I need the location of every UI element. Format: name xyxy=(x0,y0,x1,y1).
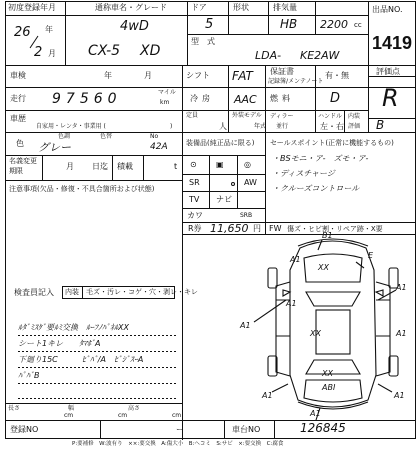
shape-value: HB xyxy=(280,17,298,31)
fuel-value: D xyxy=(330,91,341,106)
cc-unit: cc xyxy=(354,21,362,29)
fw-label: FW xyxy=(269,224,282,233)
model-type-label: 型 式 xyxy=(191,37,215,46)
rating-value: R xyxy=(382,84,399,112)
inspector-line: ﾊﾟﾊﾞB xyxy=(18,371,40,380)
lot-number-label: 出品NO. xyxy=(372,5,403,14)
displacement-value: 2200 xyxy=(320,18,348,31)
selling-point-item: ・BSモニ・ア- ズモ・ア- xyxy=(272,154,369,163)
damage-mark: A1 xyxy=(290,255,301,264)
equipment-title: 装備品(純正品に限る) xyxy=(186,139,255,147)
warranty-label: 保証書 xyxy=(270,67,294,76)
color-tone-label: 色調 xyxy=(58,133,71,140)
equip-pw-icon: ▣ xyxy=(216,160,224,169)
car-name-value: CX-5 xyxy=(88,43,121,59)
usage-history-label: 車歴 xyxy=(10,114,26,123)
damage-mark: A1 xyxy=(396,329,407,338)
year-unit: 年 xyxy=(45,25,53,34)
recycle-label: R券 xyxy=(188,224,202,233)
inspector-line: シート1キレ ﾀﾏﾎﾞA xyxy=(18,339,101,348)
width-label: 幅 xyxy=(68,405,75,412)
month-unit: 月 xyxy=(48,49,56,58)
selling-points-title: セールスポイント(正常に機能するもの) xyxy=(270,139,394,147)
capacity-unit: 人 xyxy=(219,122,227,131)
registration-month-value: 2 xyxy=(34,45,43,60)
usage-history-sub: 自家用・レンタ・事業用 ( xyxy=(36,123,106,130)
selling-point-item: ・クルーズコントロール xyxy=(272,184,360,193)
mileage-label: 走行 xyxy=(10,94,26,103)
notes-label: 注意事項(欠品・修復・不具合箇所および状態) xyxy=(9,185,155,193)
chassis-number-label: 車台NO xyxy=(232,425,261,434)
dealer-label: ディラー xyxy=(270,113,294,120)
displacement-label: 排気量 xyxy=(273,3,297,12)
color-code-value: 42A xyxy=(150,142,168,152)
recycle-value: 11,650 xyxy=(210,222,249,235)
mileage-unit-mile: マイル xyxy=(158,89,176,96)
exterior-model-sub: 年式 xyxy=(254,123,267,130)
height-unit: cm xyxy=(172,412,182,419)
damage-mark: XX xyxy=(318,263,329,272)
color-no-label: No xyxy=(150,133,159,140)
equip-navi-label: ナビ xyxy=(216,195,232,204)
drive-type-value: 4wD xyxy=(120,19,149,34)
equip-ac-icon: ⊙ xyxy=(190,160,197,169)
inspector-label: 検査員記入 xyxy=(14,288,54,297)
equip-leather-label: カワ xyxy=(187,211,203,220)
damage-mark: A1 xyxy=(310,409,321,418)
door-label: ドア xyxy=(191,3,207,12)
car-name-label: 通称車名・グレード xyxy=(95,3,167,12)
warranty-sublabel: 記録簿/メンテノート xyxy=(268,78,324,85)
model-prefix-value: LDA- xyxy=(255,49,282,62)
cooler-value: AAC xyxy=(234,93,257,106)
capacity-label: 定員 xyxy=(186,112,199,119)
height-label: 高さ xyxy=(128,405,141,412)
shift-label: シフト xyxy=(186,71,210,80)
recycle-unit: 円 xyxy=(253,224,261,233)
usage-history-close: ) xyxy=(170,123,173,130)
damage-mark: A1 xyxy=(396,283,407,292)
damage-mark: XX xyxy=(322,369,333,378)
warranty-choice: 有・無 xyxy=(325,71,349,80)
damage-mark: ABI xyxy=(322,383,336,392)
load-label: 積載 xyxy=(117,162,133,171)
equip-tv-label: TV xyxy=(189,195,200,204)
interior-sub: 評価 xyxy=(348,123,361,130)
inspector-line: 下廻り15C ﾋﾞﾊﾞ/A ﾋﾞｼﾞｽｰA xyxy=(18,355,144,364)
exterior-model-label: 外装モデル xyxy=(232,112,262,119)
damage-mark: E xyxy=(368,251,374,260)
inspector-tags: 内装 毛ズ・汚レ・コゲ・穴・剥レ・キレ xyxy=(65,288,198,296)
equip-sr-label: SR xyxy=(189,178,200,187)
grade-value: XD xyxy=(140,43,161,59)
name-change-label: 名義変更 xyxy=(9,157,37,165)
model-code-value: KE2AW xyxy=(300,49,340,62)
shape-label: 形状 xyxy=(233,3,249,12)
rating-label: 評価点 xyxy=(376,67,400,76)
tonnage-unit: t xyxy=(174,162,178,171)
dealer-sub: 並行 xyxy=(276,123,289,130)
color-change-label: 色替 xyxy=(100,133,113,140)
length-unit: cm xyxy=(64,412,74,419)
shift-value: FAT xyxy=(232,69,253,83)
inspection-year-unit: 年 xyxy=(104,71,112,80)
registration-year-value: 26 xyxy=(14,25,31,40)
handle-choice: 左・右 xyxy=(320,122,344,131)
registration-number-dash: ー xyxy=(176,425,184,434)
deadline-day-unit: 日迄 xyxy=(92,162,108,171)
damage-mark: A1 xyxy=(240,321,251,330)
damage-mark: A1 xyxy=(262,391,273,400)
color-value: グレー xyxy=(38,141,71,154)
handle-label: ハンドル xyxy=(318,113,343,120)
damage-mark: XX xyxy=(310,329,321,338)
registration-date-label: 初度登録年月 xyxy=(8,3,56,12)
name-change-sub: 期限 xyxy=(9,167,23,175)
cooler-label: 冷房 xyxy=(190,94,214,103)
inspection-label: 車検 xyxy=(10,71,26,80)
width-unit: cm xyxy=(118,412,128,419)
interior-label: 内装 xyxy=(348,113,361,120)
equip-srb-label: SRB xyxy=(240,212,253,219)
color-label: 色 xyxy=(16,139,24,148)
inspection-month-unit: 月 xyxy=(144,71,152,80)
selling-point-item: ・ディスチャージ xyxy=(272,169,335,178)
length-label: 長さ xyxy=(8,405,21,412)
inspector-line: ﾙﾀﾞﾐｽｹﾞ要ﾙﾐ交換 ﾙｰﾌﾉﾊﾟﾈﾙXX xyxy=(18,323,129,332)
mileage-unit-km: km xyxy=(160,99,170,106)
equip-aw-label: AW xyxy=(244,178,257,187)
damage-legend: P:要補修 W:波有り ××:要交換 A:傷大小 B:ヘコミ S:サビ ×:要交換 C:腐食 xyxy=(72,441,284,447)
damage-mark: A1 xyxy=(286,299,297,308)
registration-number-label: 登録NO xyxy=(10,425,39,434)
equip-ps-icon: ◎ xyxy=(244,160,251,169)
damage-mark: A1 xyxy=(394,391,405,400)
damage-mark: B1 xyxy=(322,231,333,240)
deadline-month-unit: 月 xyxy=(66,162,74,171)
mileage-value: 97560 xyxy=(52,91,122,107)
fw-text: 傷ズ・ヒビ割・リペア跡・X要 xyxy=(287,225,383,233)
interior-value: B xyxy=(376,118,385,132)
chassis-number-value: 126845 xyxy=(300,421,346,435)
fuel-label: 燃料 xyxy=(270,94,294,103)
door-value: 5 xyxy=(205,17,214,32)
lot-number-value: 1419 xyxy=(372,33,413,53)
